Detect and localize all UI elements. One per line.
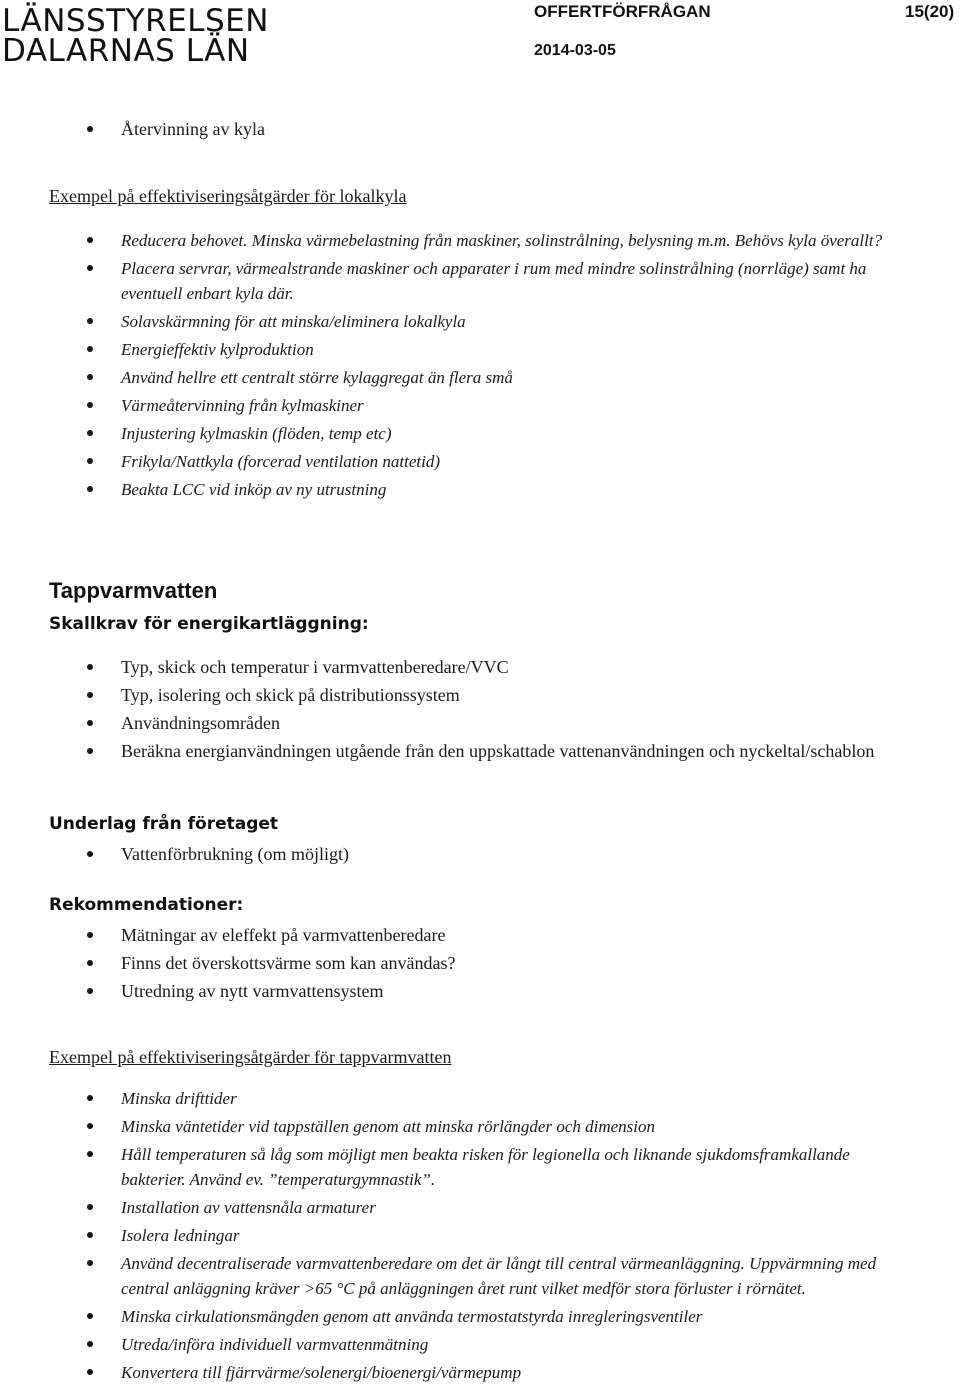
list-item: Injustering kylmaskin (flöden, temp etc)	[0, 421, 960, 446]
list-item: Beakta LCC vid inköp av ny utrustning	[0, 477, 960, 502]
list-item: Värmeåtervinning från kylmaskiner	[0, 393, 960, 418]
lansstyrelsen-logo	[2, 3, 269, 69]
list-item: Mätningar av eleffekt på varmvattenberedare	[0, 923, 960, 947]
list-item: Utredning av nytt varmvattensystem	[0, 979, 960, 1003]
list-item: Vattenförbrukning (om möjligt)	[0, 842, 960, 866]
list-item: Installation av vattensnåla armaturer	[0, 1195, 960, 1220]
skallkrav-heading: Skallkrav för energikartläggning:	[49, 614, 369, 634]
list-item: Isolera ledningar	[0, 1223, 960, 1248]
list-item: Beräkna energianvändningen utgående från den uppskattade vattenanvändningen och nyckeltal/schablon	[0, 739, 960, 763]
document-date: 2014-03-05	[534, 42, 616, 59]
list-item: Använd hellre ett centralt större kylaggregat än flera små	[0, 365, 960, 390]
document-type: OFFERTFÖRFRÅGAN	[534, 2, 711, 21]
underlag-heading: Underlag från företaget	[49, 814, 279, 834]
list-item: Utreda/införa individuell varmvattenmätning	[0, 1332, 960, 1357]
rekommendationer-list-block	[0, 923, 960, 1007]
list-item: Energieffektiv kylproduktion	[0, 337, 960, 362]
skallkrav-list-block	[0, 655, 960, 767]
list-item: Minska väntetider vid tappställen genom att minska rörlängder och dimension	[0, 1114, 960, 1139]
list-item: Håll temperaturen så låg som möjligt men beakta risken för legionella och liknande sjukdomsframkallande bakterier. Använd ev. ”temperaturgymnastik”.	[0, 1142, 960, 1192]
underlag-list	[0, 842, 960, 866]
list-item: Använd decentraliserade varmvattenberedare om det är långt till central värmeanläggning. Uppvärmning med central anläggning kräver >65 °C på anläggningen året runt vilket medför stora förluster i rörnätet.	[0, 1251, 960, 1301]
list-item: Konvertera till fjärrvärme/solenergi/bioenergi/värmepump	[0, 1360, 960, 1385]
list-item: Placera servrar, värmealstrande maskiner och apparater i rum med mindre solinstrålning (norrläge) samt ha eventuell enbart kyla där.	[0, 256, 960, 306]
list-item: Användningsområden	[0, 711, 960, 735]
list-item: Typ, skick och temperatur i varmvattenberedare/VVC	[0, 655, 960, 679]
top-list	[0, 117, 960, 141]
list-item: Reducera behovet. Minska värmebelastning från maskiner, solinstrålning, belysning m.m. Behövs kyla överallt?	[0, 228, 960, 253]
top-list-block	[0, 117, 960, 145]
logo-line-1: LÄNSSTYRELSEN	[2, 3, 269, 39]
tappvarmvatten-exempel-list-block	[0, 1086, 960, 1388]
lokalkyla-list-block	[0, 228, 960, 505]
list-item: Återvinning av kyla	[0, 117, 960, 141]
list-item: Finns det överskottsvärme som kan användas?	[0, 951, 960, 975]
tappvarmvatten-exempel-list	[0, 1086, 960, 1385]
list-item: Minska cirkulationsmängden genom att använda termostatstyrda inregleringsventiler	[0, 1304, 960, 1329]
underlag-list-block	[0, 842, 960, 870]
page-number: 15(20)	[905, 2, 955, 21]
logo-line-2: DALARNAS LÄN	[2, 33, 250, 69]
list-item: Typ, isolering och skick på distributionssystem	[0, 683, 960, 707]
section-title-tappvarmvatten: Tappvarmvatten	[49, 578, 218, 603]
skallkrav-list	[0, 655, 960, 763]
list-item: Frikyla/Nattkyla (forcerad ventilation nattetid)	[0, 449, 960, 474]
section-heading-lokalkyla: Exempel på effektiviseringsåtgärder för lokalkyla	[49, 186, 407, 206]
rekommendationer-list	[0, 923, 960, 1003]
list-item: Minska drifttider	[0, 1086, 960, 1111]
section-heading-tappvarmvatten-exempel: Exempel på effektiviseringsåtgärder för tappvarmvatten	[49, 1047, 452, 1067]
lokalkyla-list	[0, 228, 960, 502]
list-item: Solavskärmning för att minska/eliminera lokalkyla	[0, 309, 960, 334]
rekommendationer-heading: Rekommendationer:	[49, 895, 244, 915]
